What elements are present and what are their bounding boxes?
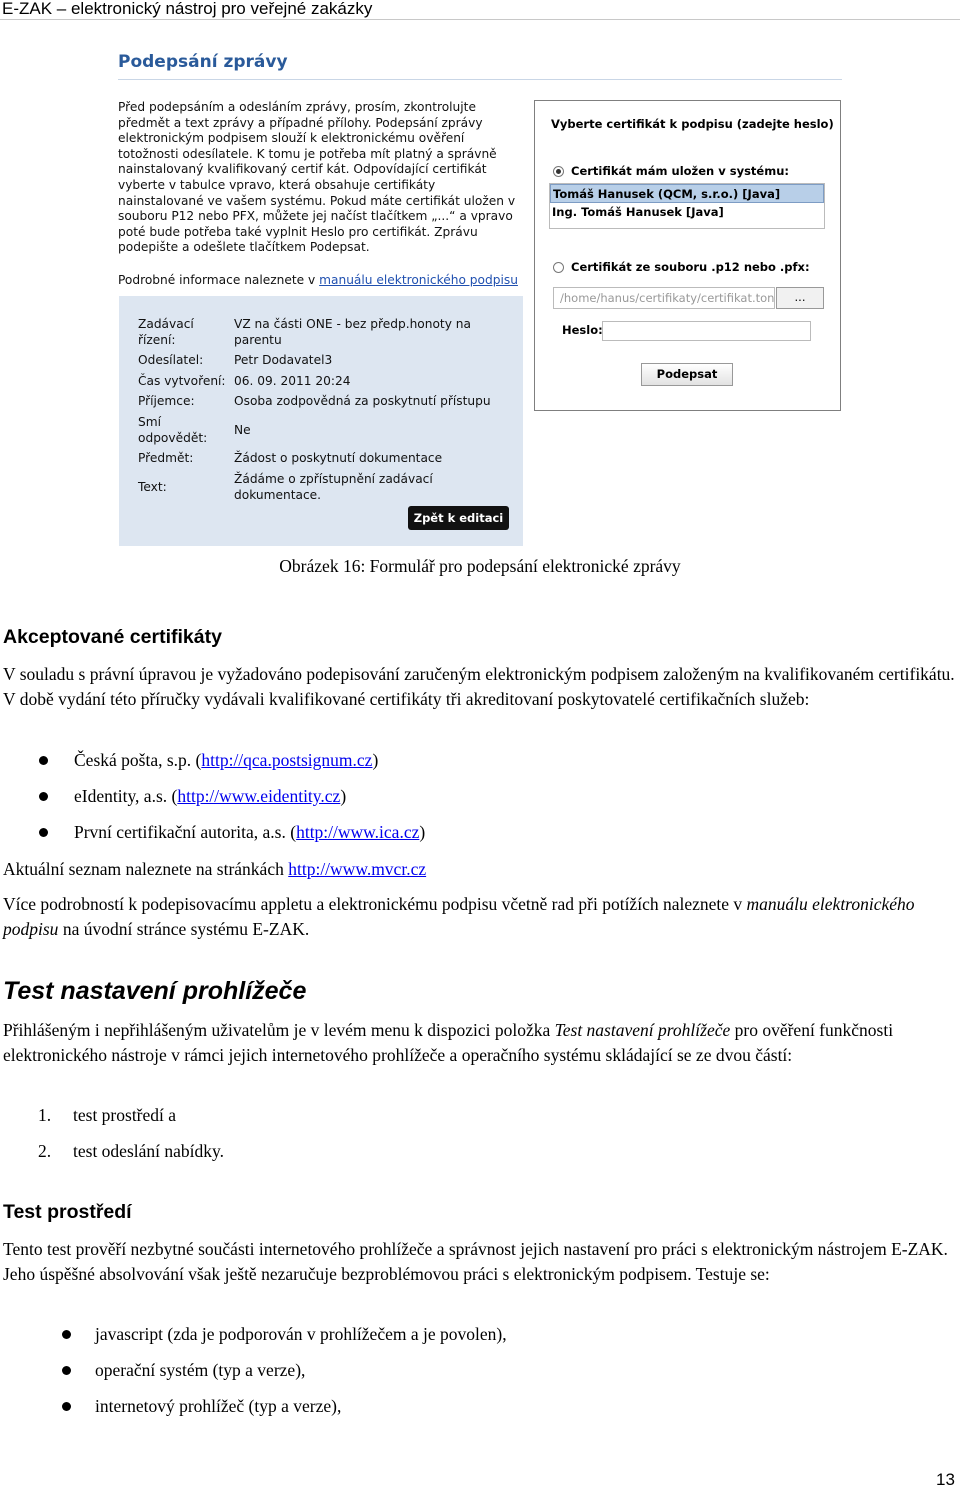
provider-name: eIdentity, a.s. ( xyxy=(74,786,178,806)
label-may-reply: Smí odpovědět: xyxy=(138,415,208,445)
sign-button[interactable]: Podepsat xyxy=(641,363,733,386)
mvcr-link[interactable]: http://www.mvcr.cz xyxy=(288,859,427,879)
message-summary-panel xyxy=(119,296,523,546)
label-text: Text: xyxy=(138,480,167,494)
system-cert-radio[interactable] xyxy=(553,166,564,177)
provider-link[interactable]: http://www.ica.cz xyxy=(296,822,420,842)
list-number: 2. xyxy=(38,1141,52,1161)
certificate-item[interactable]: Ing. Tomáš Hanusek [Java] xyxy=(552,205,724,219)
file-cert-label: Certifikát ze souboru .p12 nebo .pfx: xyxy=(571,260,810,274)
list-item: test prostředí a xyxy=(73,1105,177,1125)
list-item: internetový prohlížeč (typ a verze), xyxy=(95,1396,342,1416)
list-item: javascript (zda je podporován v prohlížečem a je povolen), xyxy=(95,1324,507,1344)
provider-close: ) xyxy=(419,822,426,842)
bullet-icon xyxy=(62,1366,71,1375)
list-item: operační systém (typ a verze), xyxy=(95,1360,306,1380)
environment-test-intro: Tento test prověří nezbytné součásti internetového prohlížeče a správnost jejich nastavení pro práci s elektronickým nástrojem E-ZAK. Jeho úspěšné absolvování však ještě nezaručuje bezproblémovou práci s elektronickým podpisem. Testuje se: xyxy=(3,1239,948,1284)
password-label: Heslo: xyxy=(562,323,603,337)
list-number: 1. xyxy=(38,1105,52,1125)
label-subject: Předmět: xyxy=(138,451,194,465)
browse-button[interactable]: ... xyxy=(776,287,824,309)
page-number: 13 xyxy=(936,1470,955,1489)
signing-applet xyxy=(534,100,841,411)
value-procedure: VZ na části ONE - bez předp.honoty na parentu xyxy=(234,317,471,347)
label-created: Čas vytvoření: xyxy=(138,374,226,388)
applet-heading: Vyberte certifikát k podpisu (zadejte heslo) xyxy=(551,117,834,131)
value-created: 06. 09. 2011 20:24 xyxy=(234,374,351,388)
heading-browser-test: Test nastavení prohlížeče xyxy=(3,977,307,1005)
provider-link[interactable]: http://qca.postsignum.cz xyxy=(201,750,373,770)
provider-name: Česká pošta, s.p. ( xyxy=(74,750,202,770)
value-sender: Petr Dodavatel3 xyxy=(234,353,333,367)
list-item: test odeslání nabídky. xyxy=(73,1141,224,1161)
heading-accepted-certificates: Akceptované certifikáty xyxy=(3,626,222,648)
browser-test-menu-item: Test nastavení prohlížeče xyxy=(554,1020,731,1040)
current-list-text: Aktuální seznam naleznete na stránkách xyxy=(3,859,289,879)
browser-test-text-end: pro ověření funkčnosti elektronického nástroje v rámci jejich internetového prohlížeče a operačního systému skládající se ze dvou částí: xyxy=(3,1020,894,1065)
password-field[interactable] xyxy=(602,321,811,341)
browser-test-text: Přihlášeným i nepřihlášeným uživatelům je v levém menu k dispozici položka xyxy=(3,1020,555,1040)
more-info-paragraph xyxy=(3,892,955,941)
bullet-icon xyxy=(39,756,48,765)
more-info-text: Více podrobností k podepisovacímu appletu a elektronickému podpisu včetně rad při potížích naleznete v xyxy=(3,894,747,914)
bullet-icon xyxy=(62,1402,71,1411)
running-header: E-ZAK – elektronický nástroj pro veřejné zakázky xyxy=(0,0,960,20)
current-list-paragraph xyxy=(3,857,955,882)
provider-item xyxy=(74,749,378,771)
label-procedure: Zadávací řízení: xyxy=(138,317,194,347)
system-cert-label: Certifikát mám uložen v systému: xyxy=(571,164,789,178)
bullet-icon xyxy=(39,792,48,801)
provider-name: První certifikační autorita, a.s. ( xyxy=(74,822,297,842)
provider-item xyxy=(74,785,346,807)
browser-test-intro xyxy=(3,1018,955,1067)
provider-link[interactable]: http://www.eidentity.cz xyxy=(177,786,341,806)
screenshot-more-info xyxy=(118,273,518,287)
value-subject: Žádost o poskytnutí dokumentace xyxy=(234,451,443,465)
value-may-reply: Ne xyxy=(234,423,251,437)
figure-caption: Obrázek 16: Formulář pro podepsání elektronické zprávy xyxy=(279,556,681,576)
value-text: Žádáme o zpřístupnění zadávací dokumentace. xyxy=(234,472,433,502)
back-to-edit-button[interactable]: Zpět k editaci xyxy=(408,506,509,530)
screenshot-title: Podepsání zprávy xyxy=(118,52,288,72)
bullet-icon xyxy=(39,828,48,837)
manual-reference: manuálu elektronického podpisu xyxy=(3,894,915,939)
certificates-intro: V souladu s právní úpravou je vyžadováno podepisování zaručeným elektronickým podpisem založeným na kvalifikovaném certifikátu. V době vydání této příručky vydávali kvalifikované certifikáty tři akreditovaní poskytovatelé certifikačních služeb: xyxy=(3,664,955,709)
label-sender: Odesílatel: xyxy=(138,353,204,367)
more-info-prefix: Podrobné informace naleznete v xyxy=(118,273,320,287)
value-recipient: Osoba zodpovědná za poskytnutí přístupu xyxy=(234,394,491,408)
label-recipient: Příjemce: xyxy=(138,394,195,408)
manual-link[interactable]: manuálu elektronického podpisu xyxy=(319,273,518,287)
certificate-list xyxy=(549,183,825,229)
heading-environment-test: Test prostředí xyxy=(3,1201,132,1223)
certificate-file-input[interactable]: /home/hanus/certifikaty/certifikat.ton xyxy=(553,287,775,309)
file-cert-radio[interactable] xyxy=(553,262,564,273)
bullet-icon xyxy=(62,1330,71,1339)
more-info-text-end: na úvodní stránce systému E-ZAK. xyxy=(58,918,310,939)
screenshot-instructions: Před podepsáním a odesláním zprávy, prosím, zkontrolujte předmět a text zprávy a případné přílohy. Podepsání zprávy elektronickým podpisem slouží k elektronickému ověření totožnosti odesílatele. K tomu je potřeba mít platný a správně nainstalovaný kvalifikovaný certif kát. Odpovídající certifikát vyberte v tabulce vpravo, která obsahuje certifikáty nainstalované ve vašem systému. Pokud máte certifikát uložen v souboru P12 nebo PFX, můžete jej načíst tlačítkem „...“ a vpravo poté bude potřeba také vyplnit Heslo pro certifikát. Zprávu podepište a odešlete tlačítkem Podepsat. xyxy=(118,100,516,255)
provider-close: ) xyxy=(372,750,379,770)
screenshot-divider xyxy=(118,79,842,80)
certificate-item[interactable]: Tomáš Hanusek (QCM, s.r.o.) [Java] xyxy=(550,184,824,203)
provider-close: ) xyxy=(340,786,347,806)
provider-item xyxy=(74,821,425,843)
